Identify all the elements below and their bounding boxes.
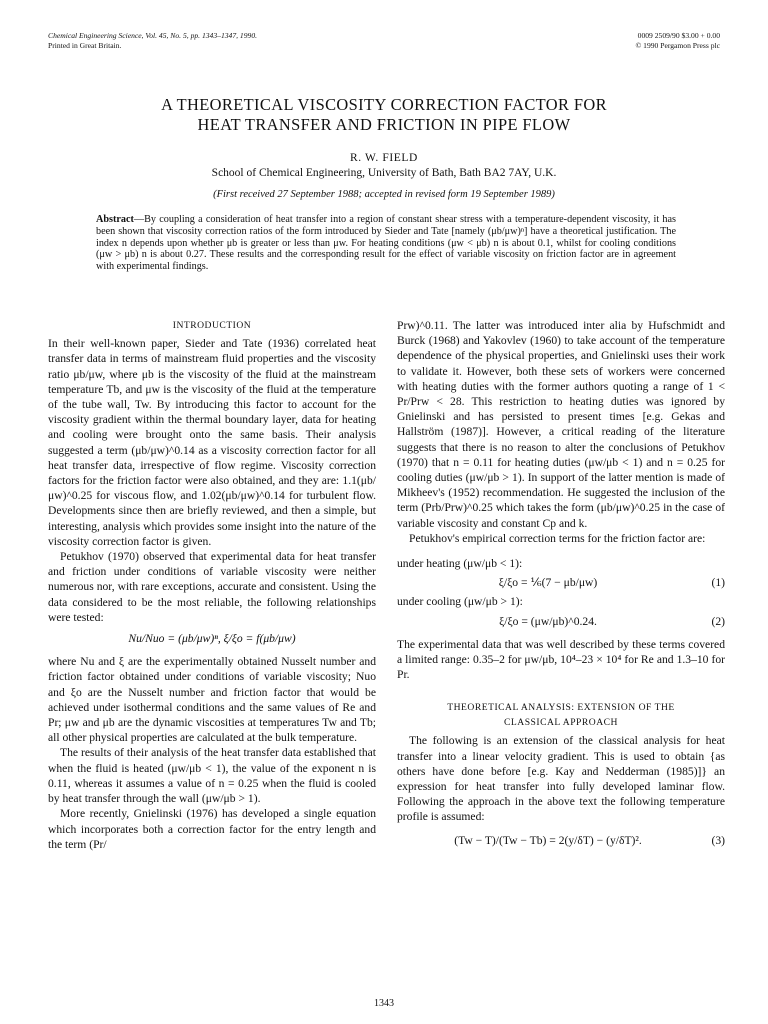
equation-1 bbox=[397, 575, 725, 590]
abstract bbox=[96, 214, 676, 273]
equation-2-body: ξ/ξo = (μw/μb)^0.24. bbox=[499, 614, 597, 628]
section-heading-introduction: INTRODUCTION bbox=[172, 320, 252, 331]
received-text: (First received 27 September 1988; accepted in revised form 19 September 1989) bbox=[213, 189, 555, 200]
paragraph: In their well-known paper, Sieder and Tate (1936) correlated heat transfer data in terms of mainstream fluid properties and the viscosity ratio μb/μw, where μb is the viscosity of the fluid at the mainstream temperature Tb, and μw is the viscosity of the fluid at the temperature of the tube wall, Tw. By introducing this factor to account for the viscosity gradient within the thermal boundary layer, data for heating and cooling were brought onto the same basis. Their analysis suggested a term (μb/μw)^0.14 as a viscosity correction factor for all heat transfer data, irrespective of flow regime. Viscosity correction factors for the friction factor were also obtained, and they are: 1.1(μb/μw)^0.25 for viscous flow, and 1.02(μb/μw)^0.14 for turbulent flow. Developments since then are briefly reviewed, and then a simple, but interesting, analysis which provides some insight into the nature of the viscosity correction factor is given. bbox=[48, 337, 376, 548]
condition-heating: under heating (μw/μb < 1): bbox=[397, 557, 523, 571]
abstract-label: Abstract bbox=[96, 214, 134, 225]
paragraph: where Nu and ξ are the experimentally obtained Nusselt number and friction factor obtained under conditions of variable viscosity; Nuo and ξo are the Nusselt number and friction factor that would be achieved under isothermal conditions and the same values of Re and Pr; μw and μb are the dynamic viscosities at temperatures Tw and Tb; all other physical properties are calculated at the bulk temperature. bbox=[48, 655, 376, 745]
condition-cooling: under cooling (μw/μb > 1): bbox=[397, 595, 523, 609]
paragraph: The following is an extension of the classical analysis for heat transfer into a linear velocity gradient. This is used to obtain {as others have done before [e.g. Kay and Nedderman (1985)]} an expression for heat transfer into fully developed laminar flow. Following the approach in the above text the following temperature profile is assumed: bbox=[397, 734, 725, 824]
publisher-header bbox=[635, 31, 720, 51]
page-number: 1343 bbox=[374, 998, 394, 1009]
paragraph: The results of their analysis of the heat transfer data established that when the fluid is heated (μw/μb < 1), the value of the exponent n is 0.11, whereas it assumes a value of n = 0.25 when the fluid is cooled by heat transfer through the wall (μw/μb > 1). bbox=[48, 746, 376, 806]
paragraph: Petukhov (1970) observed that experimental data for heat transfer and friction under conditions of variable viscosity were neither numerous nor, with rare exceptions, accurate and consistent. Using the data considered to be the most reliable, the following relationships were tested: bbox=[48, 550, 376, 624]
received-dates bbox=[48, 189, 720, 200]
paragraph: More recently, Gnielinski (1976) has developed a single equation which incorporates both a correction factor for the entry length and the term (Pr/ bbox=[48, 807, 376, 851]
equation-3-body: (Tw − T)/(Tw − Tb) = 2(y/δT) − (y/δT)². bbox=[454, 833, 642, 847]
left-column bbox=[48, 318, 376, 852]
paragraph: Petukhov's empirical correction terms for the friction factor are: bbox=[409, 531, 706, 545]
equation-3 bbox=[397, 833, 725, 848]
abstract-text: —By coupling a consideration of heat transfer into a region of constant shear stress with a temperature-dependent viscosity, it has been shown that viscosity correction ratios of the form introduced by Sieder and Tate [namely (μb/μw)ⁿ] have a theoretical justification. The index n depends upon whether μb is greater or less than μw. For heating conditions (μw < μb) n is about 0.1, whilst for cooling conditions (μw > μb) n is about 0.27. These results and the corresponding result for the effect of variable viscosity on friction factor are in agreement with experimental findings. bbox=[96, 214, 676, 273]
journal-header bbox=[48, 31, 257, 51]
paragraph: Prw)^0.11. The latter was introduced inter alia by Hufschmidt and Burck (1968) and Yakovlev (1960) to take account of the temperature dependence of the physical properties, and Gnielinski uses their work to validate it. However, both these sets of workers were concerned with heating duties with the former authors quoting a range of 1 < Pr/Prw < 28. This restriction to heating duties was ignored by Gnielinski and has persisted to present times [e.g. Gekas and Hallström (1987)]. However, a critical reading of the literature suggests that there is no reason to alter the conclusions of Petukhov (1970) that n = 0.11 for heating duties (μw/μb < 1) and n = 0.25 for cooling duties (μw/μb > 1). In support of the latter mention is made of Mikheev's (1952) recommendation. He suggested the inclusion of the term (Prb/Prw)^0.25 which takes the form (μb/μw)^0.25 in the case of variable viscosity and constant Cp and k. bbox=[397, 319, 725, 530]
printed-location: Printed in Great Britain. bbox=[48, 41, 122, 50]
right-column bbox=[397, 318, 725, 852]
equation-1-body: ξ/ξo = ⅙(7 − μb/μw) bbox=[498, 576, 598, 590]
paper-title bbox=[48, 95, 720, 135]
equation-relationships: Nu/Nuo = (μb/μw)ⁿ, ξ/ξo = f(μb/μw) bbox=[128, 632, 296, 646]
equation-2-number: (2) bbox=[711, 614, 725, 628]
journal-citation: Chemical Engineering Science, Vol. 45, No. 5, pp. 1343–1347, 1990. bbox=[48, 31, 258, 40]
paragraph: The experimental data that was well described by these terms covered a limited range: 0.35–2 for μw/μb, 10⁴–23 × 10⁴ for Re and 1.3–10 for Pr. bbox=[397, 637, 725, 682]
article-code: 0009 2509/90 $3.00 + 0.00 bbox=[637, 31, 720, 40]
copyright: © 1990 Pergamon Press plc bbox=[635, 41, 720, 50]
section-heading-theoretical-analysis: THEORETICAL ANALYSIS: EXTENSION OF THE CLASSICAL APPROACH bbox=[447, 702, 675, 729]
equation-1-number: (1) bbox=[711, 576, 725, 590]
title-line-2: HEAT TRANSFER AND FRICTION IN PIPE FLOW bbox=[197, 115, 571, 134]
equation-2 bbox=[397, 614, 725, 629]
author-name: R. W. FIELD bbox=[350, 152, 418, 164]
author-affiliation: School of Chemical Engineering, University of Bath, Bath BA2 7AY, U.K. bbox=[211, 167, 557, 179]
title-line-1: A THEORETICAL VISCOSITY CORRECTION FACTOR FOR bbox=[161, 95, 607, 114]
equation-3-number: (3) bbox=[711, 833, 725, 847]
